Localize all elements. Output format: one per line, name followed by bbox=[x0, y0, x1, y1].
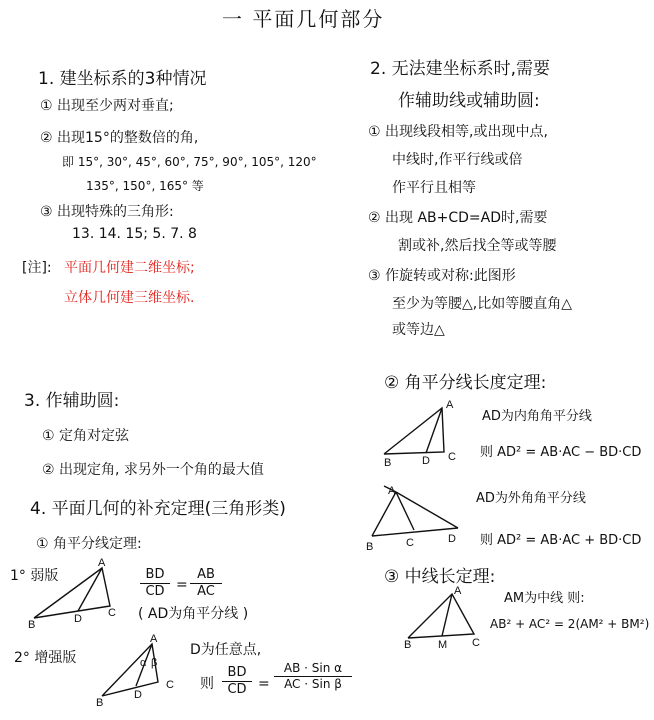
page-title: 一 平面几何部分 bbox=[222, 7, 385, 31]
s1-angles-line-1: 即 15°, 30°, 45°, 60°, 75°, 90°, 105°, 120° bbox=[62, 155, 317, 169]
svg-text:A: A bbox=[446, 399, 454, 411]
strong-version-label: 2° 增强版 bbox=[14, 650, 77, 666]
vertex-b-label: B bbox=[28, 619, 36, 631]
note-line-1: 平面几何建二维坐标; bbox=[64, 260, 195, 276]
s2-item-1-cont-2: 作平行且相等 bbox=[392, 180, 476, 196]
strong-note: D为任意点, bbox=[190, 642, 262, 658]
s1-item-2: ② 出现15°的整数倍的角, bbox=[40, 130, 199, 146]
svg-text:C: C bbox=[448, 451, 456, 463]
section-3-heading: 3. 作辅助圆: bbox=[24, 391, 120, 411]
weak-equals: = bbox=[176, 577, 188, 593]
outer-bisector-formula: 则 AD² = AB·AC + BD·CD bbox=[480, 533, 642, 548]
vertex-a-label: A bbox=[98, 557, 106, 569]
s4-sub-1: ① 角平分线定理: bbox=[36, 536, 142, 552]
inner-bisector-figure bbox=[378, 398, 468, 468]
s2-item-3-cont-2: 或等边△ bbox=[392, 322, 445, 338]
angle-bisector-weak-figure bbox=[28, 557, 128, 631]
svg-text:M: M bbox=[438, 639, 448, 651]
s1-angles-line-2: 135°, 150°, 165° 等 bbox=[86, 179, 204, 193]
s2-item-1: ① 出现线段相等,或出现中点, bbox=[368, 124, 548, 140]
s3-item-2: ② 出现定角, 求另外一个角的最大值 bbox=[42, 462, 264, 478]
median-figure bbox=[404, 585, 494, 651]
section-2-heading-line-1: 2. 无法建坐标系时,需要 bbox=[370, 59, 551, 79]
section-2-heading-line-2: 作辅助线或辅助圆: bbox=[398, 91, 540, 111]
vertex-c-label: C bbox=[108, 607, 116, 619]
section-1-heading: 1. 建坐标系的3种情况 bbox=[38, 69, 207, 89]
svg-text:D: D bbox=[448, 533, 456, 545]
svg-text:A: A bbox=[454, 585, 462, 597]
svg-text:D: D bbox=[422, 455, 430, 467]
inner-bisector-desc: AD为内角角平分线 bbox=[482, 409, 592, 424]
s2-item-3: ③ 作旋转或对称:此图形 bbox=[368, 268, 516, 284]
beta-label: β bbox=[151, 657, 158, 669]
s1-item-3: ③ 出现特殊的三角形: bbox=[40, 204, 174, 220]
median-formula: AB² + AC² = 2(AM² + BM²) bbox=[490, 617, 650, 631]
s2-item-1-cont-1: 中线时,作平行线或倍 bbox=[392, 152, 523, 168]
theorem-2-heading: ② 角平分线长度定理: bbox=[384, 373, 547, 393]
outer-bisector-figure bbox=[366, 484, 466, 554]
weak-frac-left-numerator: BD bbox=[145, 567, 165, 582]
weak-note: ( AD为角平分线 ) bbox=[138, 606, 249, 622]
s1-special-triangles: 13. 14. 15; 5. 7. 8 bbox=[72, 226, 197, 242]
note-line-2: 立体几何建三维坐标. bbox=[64, 290, 195, 306]
weak-frac-right-denominator: AC bbox=[197, 583, 215, 599]
weak-frac-right-numerator: AB bbox=[197, 567, 215, 582]
s1-item-1: ① 出现至少两对垂直; bbox=[40, 98, 174, 114]
svg-text:C: C bbox=[472, 637, 480, 649]
strong-fraction-left: BD CD bbox=[222, 666, 252, 696]
svg-text:A: A bbox=[150, 633, 158, 645]
weak-fraction-left bbox=[140, 568, 170, 598]
svg-text:B: B bbox=[384, 457, 392, 469]
s2-item-2-cont: 割或补,然后找全等或等腰 bbox=[398, 238, 557, 254]
strong-fraction-right: AB · Sin α AC · Sin β bbox=[274, 662, 352, 690]
weak-fraction-right bbox=[190, 568, 222, 598]
point-d-label: D bbox=[74, 613, 82, 625]
svg-text:B: B bbox=[404, 639, 412, 651]
svg-text:D: D bbox=[134, 689, 142, 701]
s2-item-3-cont-1: 至少为等腰△,比如等腰直角△ bbox=[392, 296, 572, 312]
svg-text:C: C bbox=[166, 679, 174, 691]
theorem-3-heading: ③ 中线长定理: bbox=[384, 567, 496, 587]
s3-item-1: ① 定角对定弦 bbox=[42, 428, 130, 444]
inner-bisector-formula: 则 AD² = AB·AC − BD·CD bbox=[480, 445, 642, 460]
outer-bisector-desc: AD为外角角平分线 bbox=[476, 491, 586, 506]
alpha-label: α bbox=[140, 657, 147, 669]
svg-text:A: A bbox=[388, 485, 396, 497]
svg-text:B: B bbox=[366, 541, 374, 553]
weak-frac-left-denominator: CD bbox=[145, 583, 165, 599]
svg-text:C: C bbox=[406, 537, 414, 549]
weak-version-label: 1° 弱版 bbox=[10, 568, 59, 584]
strong-equals: = bbox=[258, 676, 270, 692]
median-desc: AM为中线 则: bbox=[504, 591, 585, 606]
svg-text:B: B bbox=[96, 697, 104, 709]
s2-item-2: ② 出现 AB+CD=AD时,需要 bbox=[368, 210, 548, 226]
strong-then: 则 bbox=[200, 676, 214, 692]
note-label: [注]: bbox=[22, 260, 52, 276]
section-4-heading: 4. 平面几何的补充定理(三角形类) bbox=[30, 499, 286, 519]
angle-bisector-strong-figure bbox=[96, 633, 186, 709]
